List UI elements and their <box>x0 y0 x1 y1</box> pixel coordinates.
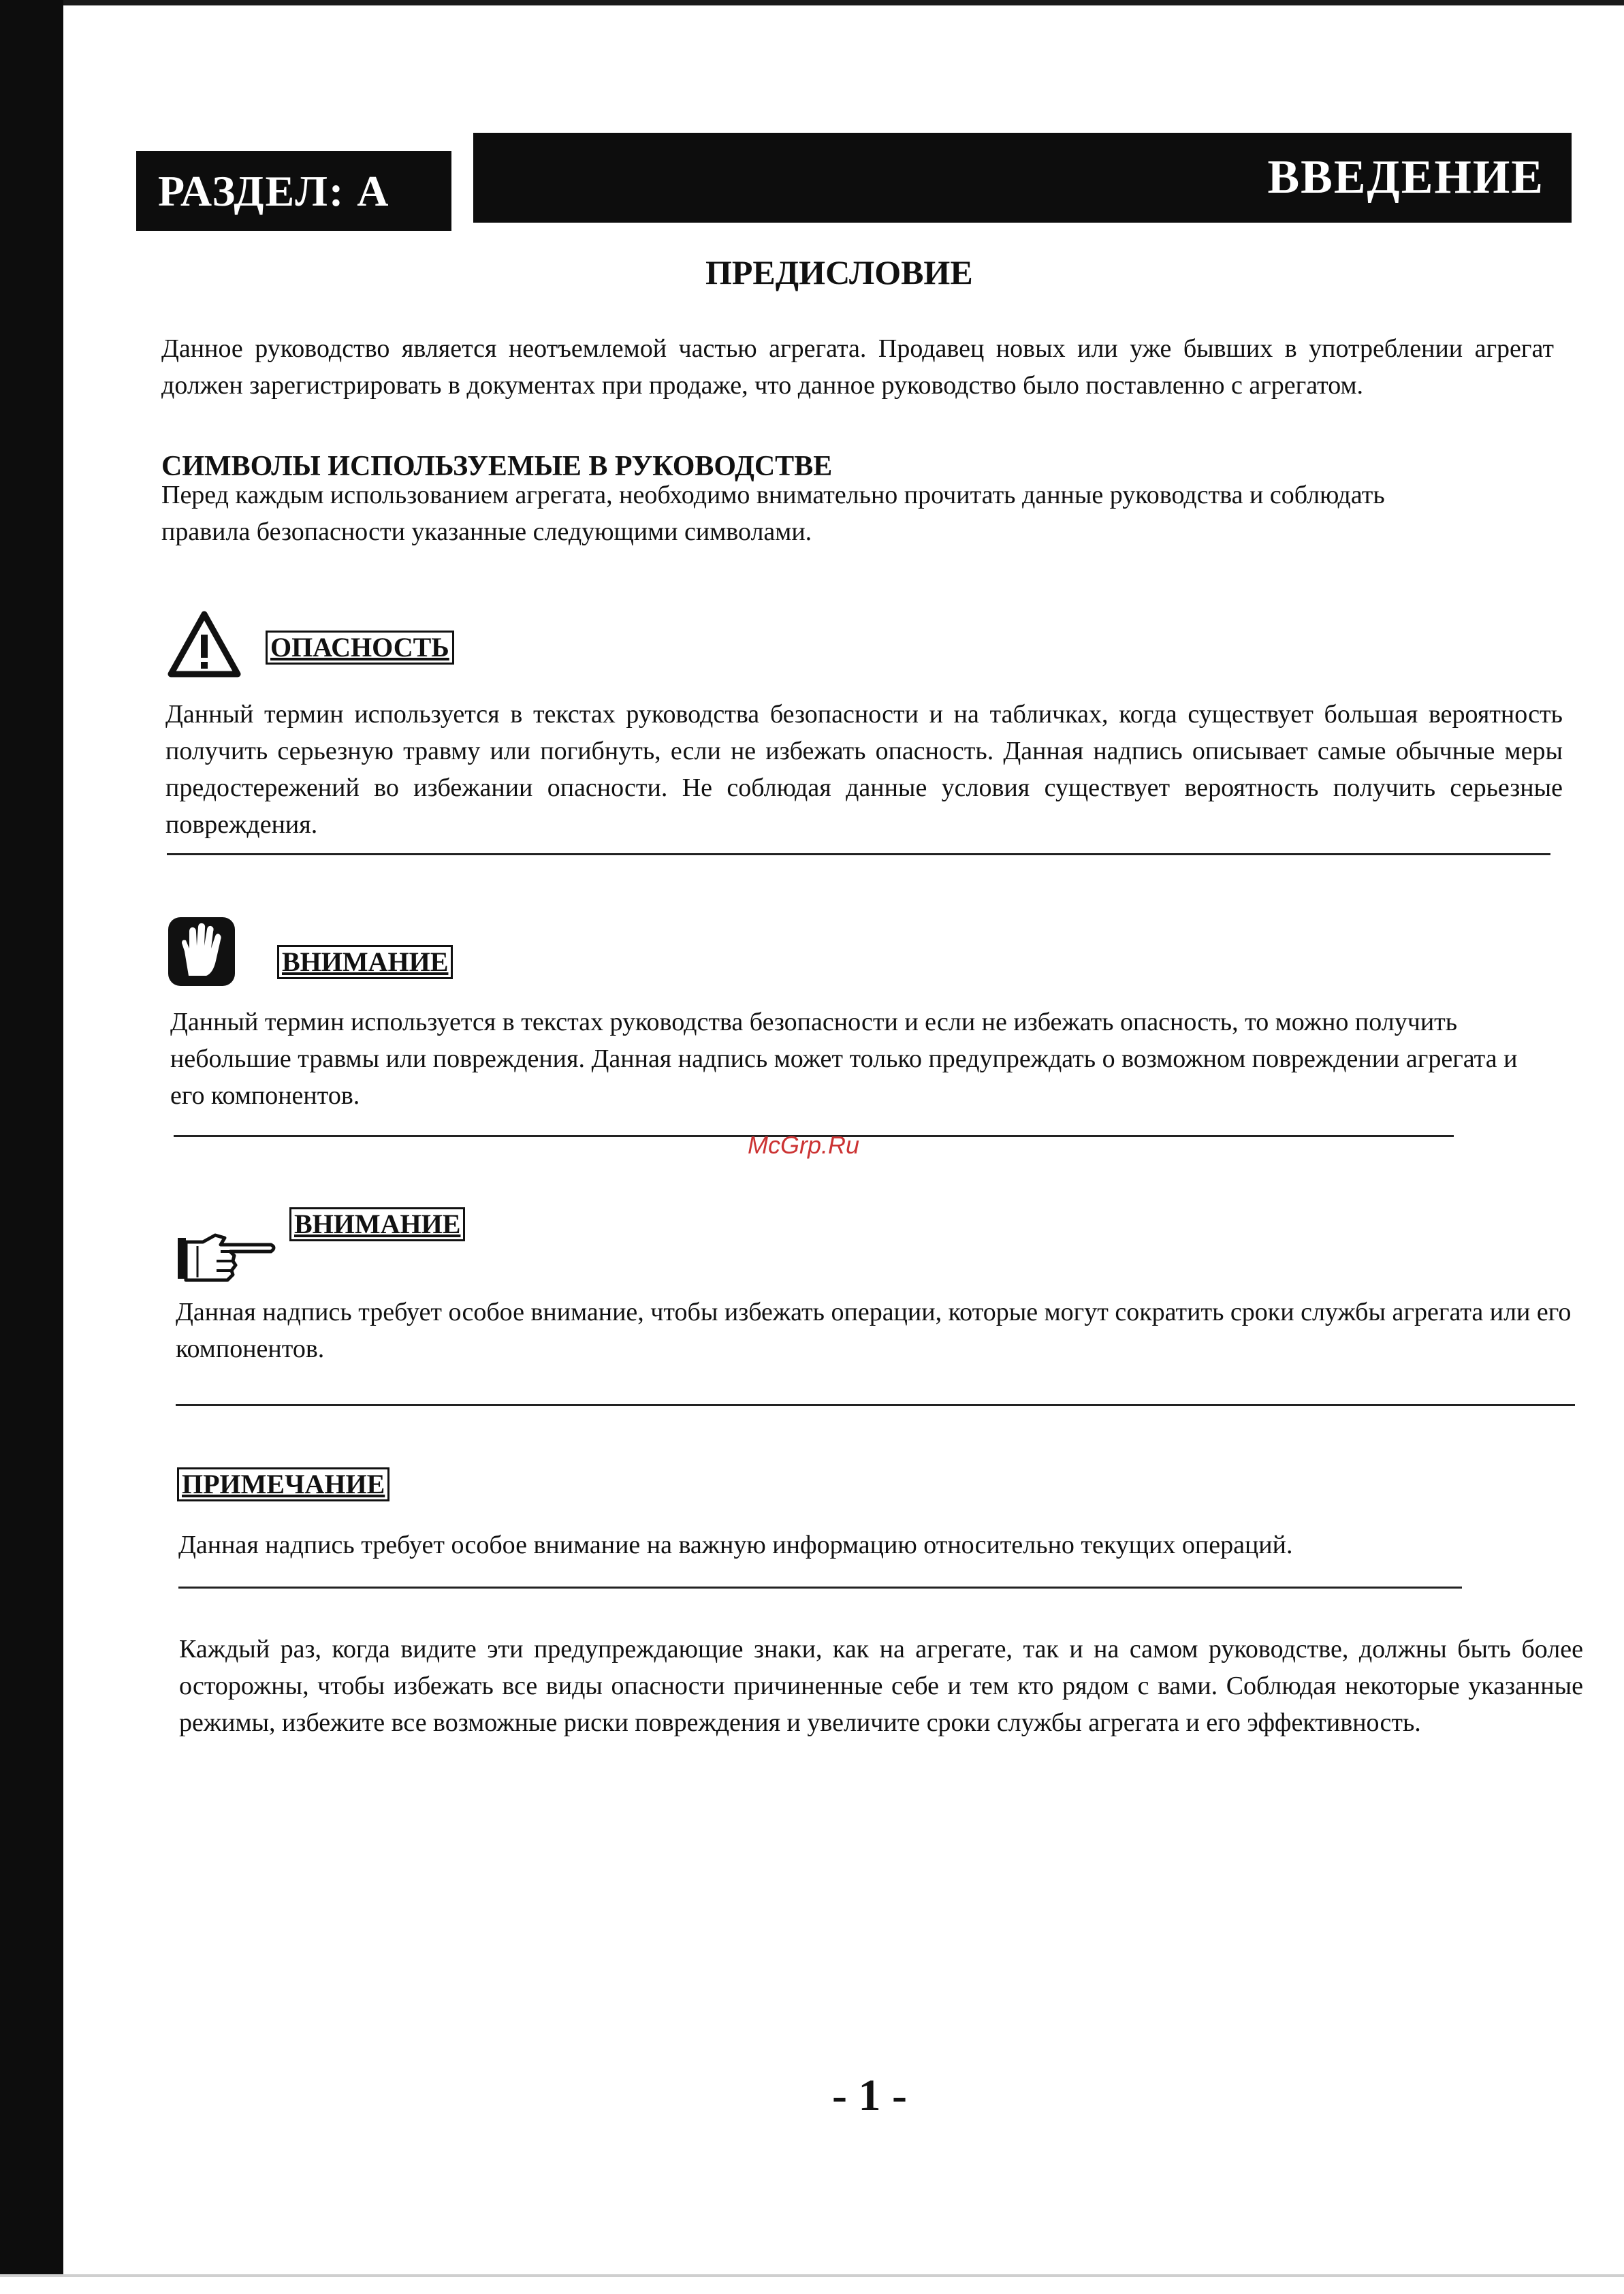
pointing-hand-icon <box>176 1231 278 1284</box>
preface-paragraph: Данное руководство является неотъемлемой частью агрегата. Продавец новых или уже бывших в употреблении агрегат должен зарегистрировать в документах при продаже, что данное руководство было поставленно с агрегатом. <box>161 334 1554 400</box>
divider <box>178 1587 1462 1589</box>
warning-triangle-icon <box>167 610 242 678</box>
caution-label: ВНИМАНИЕ <box>277 945 453 979</box>
divider <box>167 853 1550 855</box>
scan-border-top <box>63 0 1624 5</box>
attention-label: ВНИМАНИЕ <box>289 1207 465 1241</box>
danger-paragraph: Данный термин используется в текстах руководства безопасности и на табличках, когда существует большая вероятность получить серьезную травму или погибнуть, если не избежать опасность. Данная надпись описывает самые обычные меры предостережений во избежании опасности. Не соблюдая данные условия существует вероятность получить серьезные повреждения. <box>165 700 1563 839</box>
closing-paragraph: Каждый раз, когда видите эти предупреждающие знаки, как на агрегате, так и на самом руководстве, должны быть более осторожны, чтобы избежать все виды опасности причиненные себе и тем кто рядом с вами. Соблюдая некоторые указанные режимы, избежите все возможные риски повреждения и увеличите сроки службы агрегата и его эффективность. <box>179 1635 1583 1737</box>
section-title-bar: ВВЕДЕНИЕ <box>473 133 1572 223</box>
caution-paragraph: Данный термин используется в текстах руководства безопасности и если не избежать опасность, то можно получить небольшие травмы или повреждения. Данная надпись может только предупреждать о возможном повреждении агрегата и его компонентов. <box>170 1008 1518 1110</box>
scan-border-left <box>0 0 63 2274</box>
section-label-bar: РАЗДЕЛ: А <box>136 151 451 231</box>
symbols-intro-paragraph: Перед каждым использованием агрегата, необходимо внимательно прочитать данные руководства и соблюдать правила безопасности указанные следующими символами. <box>161 481 1385 546</box>
page-number: - 1 - <box>832 2071 907 2120</box>
symbols-heading: СИМВОЛЫ ИСПОЛЬЗУЕМЫЕ В РУКОВОДСТВЕ <box>161 451 833 482</box>
note-label: ПРИМЕЧАНИЕ <box>177 1467 389 1501</box>
attention-paragraph: Данная надпись требует особое внимание, чтобы избежать операции, которые могут сократить сроки службы агрегата или его компонентов. <box>176 1298 1572 1363</box>
stop-hand-icon <box>167 916 236 987</box>
page-title: ПРЕДИСЛОВИЕ <box>705 253 973 291</box>
note-paragraph: Данная надпись требует особое внимание на важную информацию относительно текущих операций. <box>178 1531 1293 1559</box>
divider <box>176 1404 1575 1406</box>
watermark: McGrp.Ru <box>748 1131 860 1159</box>
scan-border-bottom <box>0 2274 1624 2277</box>
danger-label: ОПАСНОСТЬ <box>266 631 454 665</box>
